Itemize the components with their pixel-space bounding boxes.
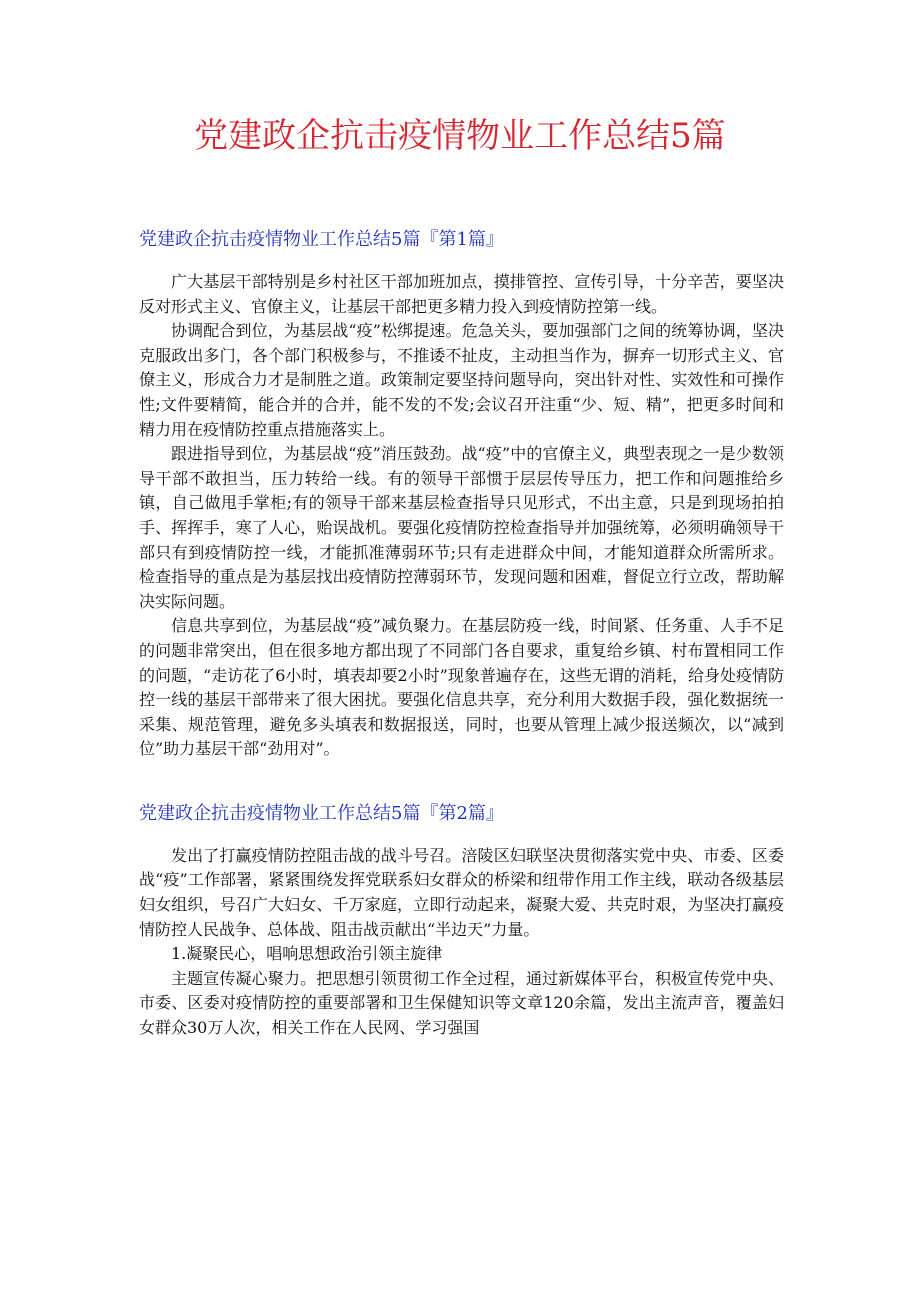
section-paragraphs bbox=[139, 270, 784, 762]
section-1 bbox=[139, 222, 784, 762]
paragraph: 主题宣传凝心聚力。把思想引领贯彻工作全过程，通过新媒体平台，积极宣传党中央、市委、区委对疫情防控的重要部署和卫生保健知识等文章120余篇，发出主流声音，覆盖妇女群众30万人次，相关工作在人民网、学习强国 bbox=[139, 968, 784, 1038]
paragraph: 跟进指导到位，为基层战“疫”消压鼓劲。战“疫”中的官僚主义，典型表现之一是少数领导干部不敢担当，压力转给一线。有的领导干部惯于层层传导压力，把工作和问题推给乡镇，自己做甩手掌柜;有的领导干部来基层检查指导只见形式，不出主意，只是到现场拍拍手、挥挥手，寒了人心，贻误战机。要强化疫情防控检查指导并加强统筹，必须明确领导干部只有到疫情防控一线，才能抓准薄弱环节;只有走进群众中间，才能知道群众所需所求。检查指导的重点是为基层找出疫情防控薄弱环节，发现问题和困难，督促立行立改，帮助解决实际问题。 bbox=[139, 444, 784, 611]
document-body bbox=[139, 222, 784, 1041]
paragraph: 广大基层干部特别是乡村社区干部加班加点，摸排管控、宣传引导，十分辛苦，要坚决反对形式主义、官僚主义，让基层干部把更多精力投入到疫情防控第一线。 bbox=[139, 272, 784, 316]
section-paragraphs bbox=[139, 844, 784, 1041]
document-title: 党建政企抗击疫情物业工作总结5篇 bbox=[194, 116, 726, 156]
section-2 bbox=[139, 796, 784, 1041]
paragraph: 发出了打赢疫情防控阻击战的战斗号召。涪陵区妇联坚决贯彻落实党中央、市委、区委战“疫”工作部署，紧紧围绕发挥党联系妇女群众的桥梁和纽带作用工作主线，联动各级基层妇女组织，号召广大妇女、千万家庭，立即行动起来，凝聚大爱、共克时艰，为坚决打赢疫情防控人民战争、总体战、阻击战贡献出“半边天”力量。 bbox=[139, 845, 784, 939]
paragraph: 协调配合到位，为基层战“疫”松绑提速。危急关头，要加强部门之间的统筹协调，坚决克服政出多门，各个部门积极参与，不推诿不扯皮，主动担当作为，摒弃一切形式主义、官僚主义，形成合力才是制胜之道。政策制定要坚持问题导向，突出针对性、实效性和可操作性;文件要精简，能合并的合并，能不发的不发;会议召开注重“少、短、精”，把更多时间和精力用在疫情防控重点措施落实上。 bbox=[139, 321, 784, 439]
numbered-subheading: 1.凝聚民心，唱响思想政治引领主旋律 bbox=[171, 944, 443, 964]
paragraph: 信息共享到位，为基层战“疫”减负聚力。在基层防疫一线，时间紧、任务重、人手不足的问题非常突出，但在很多地方都出现了不同部门各自要求，重复给乡镇、村布置相同工作的问题，“走访花了6小时，填表却要2小时”现象普遍存在，这些无谓的消耗，给身处疫情防控一线的基层干部带来了很大困扰。要强化信息共享，充分利用大数据手段，强化数据统一采集、规范管理，避免多头填表和数据报送，同时，也要从管理上减少报送频次，以“减到位”助力基层干部“劲用对”。 bbox=[139, 616, 784, 759]
section-heading: 党建政企抗击疫情物业工作总结5篇『第2篇』 bbox=[139, 802, 504, 824]
section-heading: 党建政企抗击疫情物业工作总结5篇『第1篇』 bbox=[139, 229, 504, 250]
